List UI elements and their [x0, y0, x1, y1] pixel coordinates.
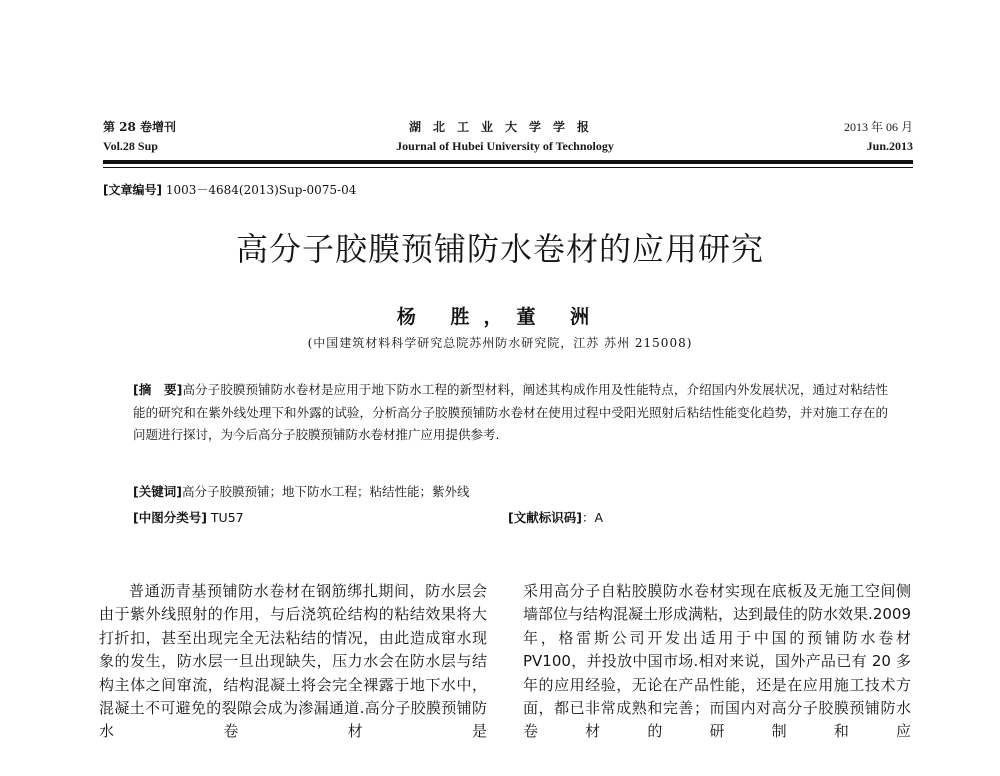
header-volume-en: Vol.28 Sup [103, 139, 158, 153]
paper-title: 高分子胶膜预铺防水卷材的应用研究 [235, 230, 764, 268]
paper-authors: 杨 胜，董 洲 [396, 306, 604, 328]
paper-affiliation: (中国建筑材料科学研究总院苏州防水研究院，江苏 苏州 215008) [307, 336, 693, 350]
keywords [133, 482, 893, 500]
article-number-label: [文章编号] [103, 183, 162, 197]
abstract-label: [摘 要] [133, 382, 183, 397]
header-rule-thin [103, 167, 913, 168]
body-left-paragraph: 普通沥青基预铺防水卷材在钢筋绑扎期间，防水层会由于紫外线照射的作用，与后浇筑砼结构的粘结效果将大打折扣，甚至出现完全无法粘结的情况，由此造成窜水现象的发生，防水层一旦出现缺失，压力水会在防水层与结构主体之间窜流，结构混凝土将会完全裸露于地下水中，混凝土不可避免的裂隙会成为渗漏通道.高分子胶膜预铺防水卷材是 [99, 582, 487, 741]
article-number [103, 181, 356, 198]
body-left-column [99, 580, 487, 744]
header-date-en: Jun.2013 [866, 139, 913, 153]
document-code-value: ：A [581, 510, 603, 525]
body-right-column [523, 580, 911, 744]
clc-label: [中图分类号] [133, 510, 207, 525]
clc-value: TU57 [210, 510, 244, 525]
header-journal-cn: 湖北工业大学学报 [408, 120, 601, 134]
header-journal-en: Journal of Hubei University of Technology [396, 139, 614, 153]
abstract [133, 379, 888, 447]
header-date-cn: 2013 年 06 月 [843, 120, 913, 134]
body-right-paragraph: 采用高分子自粘胶膜防水卷材实现在底板及无施工空间侧墙部位与结构混凝土形成满粘，达到最佳的防水效果.2009 年，格雷斯公司开发出适用于中国的预铺防水卷材 PV100，并投放中国市场.相对来说，国外产品已有 20 多年的应用经验，无论在产品性能，还是在应用施工技术方面，都已非常成熟和完善；而国内对高分子胶膜预铺防水卷材的研制和应 [523, 582, 911, 741]
document-code-label: [文献标识码] [508, 510, 582, 525]
document-code [508, 508, 603, 526]
keywords-text: 高分子胶膜预铺；地下防水工程；粘结性能；紫外线 [181, 484, 470, 499]
header-volume-cn: 第 28 卷增刊 [103, 120, 177, 134]
clc-number [133, 508, 244, 526]
abstract-text: 高分子胶膜预铺防水卷材是应用于地下防水工程的新型材料，阐述其构成作用及性能特点，介绍国内外发展状况，通过对粘结性能的研究和在紫外线处理下和外露的试验，分析高分子胶膜预铺防水卷材在使用过程中受阳光照射后粘结性能变化趋势，并对施工存在的问题进行探讨，为今后高分子胶膜预铺防水卷材推广应用提供参考. [133, 382, 888, 443]
keywords-label: [关键词] [133, 484, 182, 499]
header-rule-thick [103, 160, 913, 164]
article-number-value: 1003－4684(2013)Sup-0075-04 [165, 183, 357, 197]
